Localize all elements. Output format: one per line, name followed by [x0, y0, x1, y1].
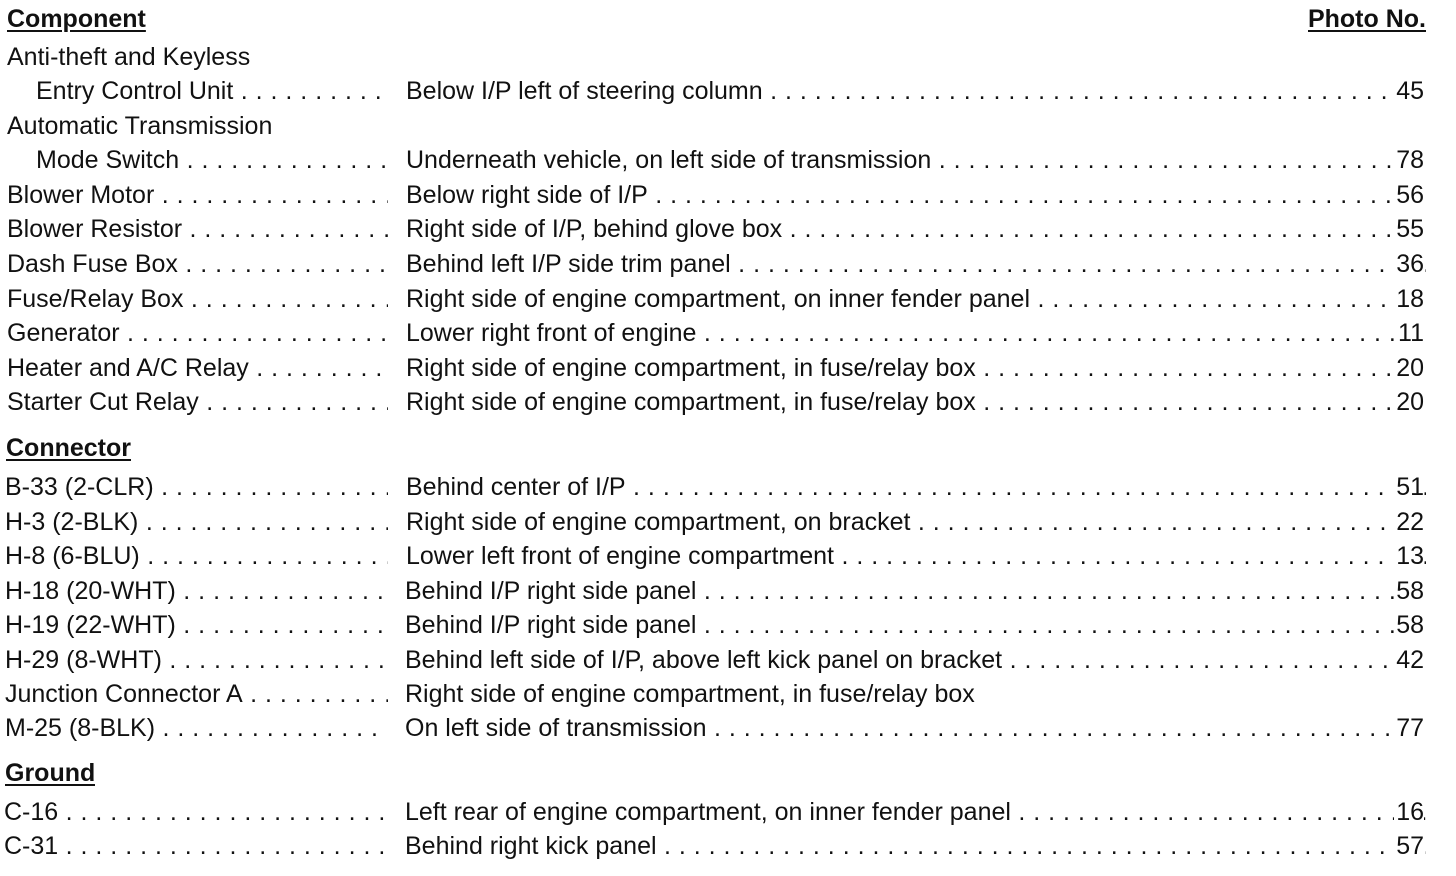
ground-location: Behind right kick panel . . .: [405, 829, 1426, 863]
component-heading: Component: [7, 5, 146, 33]
connector-name: Junction Connector A . . .: [5, 677, 388, 711]
component-name: Entry Control Unit . . .: [36, 74, 388, 108]
component-name: Dash Fuse Box . . .: [7, 247, 388, 281]
connector-row: [0, 643, 1456, 677]
component-name-line1: Anti-theft and Keyless: [7, 43, 251, 71]
connector-name: H-29 (8-WHT) . . .: [5, 643, 388, 677]
component-location: Right side of engine compartment, in fuse/relay box . . .: [406, 385, 1426, 419]
component-name: Blower Motor . . .: [7, 178, 388, 212]
photo-number: 51: [1394, 470, 1424, 504]
photo-number: 13: [1394, 539, 1424, 573]
photo-number: 22: [1394, 505, 1424, 539]
component-row: [0, 385, 1456, 419]
component-location: Below right side of I/P . . .: [406, 178, 1426, 212]
ground-name: C-31 . . .: [4, 829, 388, 863]
photo-number: 58: [1394, 574, 1424, 608]
photo-number: 20: [1394, 351, 1424, 385]
connector-location: Right side of engine compartment, in fuse/relay box: [405, 680, 975, 708]
photo-number: 16: [1394, 795, 1424, 829]
connector-location: Behind I/P right side panel . . .: [405, 608, 1426, 642]
photo-number: 56: [1394, 178, 1424, 212]
ground-name: C-16 . . .: [4, 795, 388, 829]
header-row: [0, 2, 1456, 36]
component-row: [0, 178, 1456, 212]
photo-number: 57: [1394, 829, 1424, 863]
connector-header-row: [0, 431, 1456, 465]
ground-heading: Ground: [5, 759, 96, 787]
component-location: Below I/P left of steering column . . .: [406, 74, 1426, 108]
component-name: Heater and A/C Relay . . .: [7, 351, 388, 385]
ground-row: [0, 795, 1456, 829]
ground-location: Left rear of engine compartment, on inner fender panel . . .: [405, 795, 1426, 829]
connector-row: [0, 505, 1456, 539]
connector-row: [0, 711, 1456, 745]
component-row: [0, 143, 1456, 177]
ground-header-row: [0, 756, 1456, 790]
component-location: Lower right front of engine . . .: [406, 316, 1426, 350]
component-name: Blower Resistor . . .: [7, 212, 388, 246]
connector-name: H-19 (22-WHT) . . .: [5, 608, 388, 642]
component-row: [0, 247, 1456, 281]
photo-number: 45: [1394, 74, 1424, 108]
component-name: Starter Cut Relay . . .: [7, 385, 388, 419]
component-row: [0, 316, 1456, 350]
component-location: Right side of engine compartment, on inner fender panel . . .: [406, 282, 1426, 316]
connector-name: H-18 (20-WHT) . . .: [5, 574, 388, 608]
component-name: Mode Switch . . .: [36, 143, 388, 177]
connector-name: M-25 (8-BLK) . . .: [5, 711, 388, 745]
ground-row: [0, 829, 1456, 863]
connector-location: Behind I/P right side panel . . .: [405, 574, 1426, 608]
connector-location: On left side of transmission . . .: [405, 711, 1426, 745]
component-location: Right side of engine compartment, in fuse/relay box . . .: [406, 351, 1426, 385]
component-row-wrap: [0, 109, 1456, 143]
photo-number: 42: [1394, 643, 1424, 677]
photo-number: 77: [1394, 711, 1424, 745]
photo-number: 55: [1394, 212, 1424, 246]
connector-heading: Connector: [6, 434, 131, 462]
connector-name: B-33 (2-CLR) . . .: [5, 470, 388, 504]
connector-row: [0, 470, 1456, 504]
connector-row: [0, 539, 1456, 573]
connector-location: Behind left side of I/P, above left kick panel on bracket . . .: [405, 643, 1426, 677]
component-row: [0, 351, 1456, 385]
connector-location: Right side of engine compartment, on bracket . . .: [406, 505, 1426, 539]
component-location: Underneath vehicle, on left side of transmission . . .: [406, 143, 1426, 177]
component-name: Fuse/Relay Box . . .: [7, 282, 388, 316]
component-row-wrap: [0, 40, 1456, 74]
component-name: Generator . . .: [7, 316, 388, 350]
photo-number: 78: [1394, 143, 1424, 177]
connector-name: H-3 (2-BLK) . . .: [5, 505, 388, 539]
photo-number: 18: [1394, 282, 1424, 316]
connector-name: H-8 (6-BLU) . . .: [5, 539, 388, 573]
component-location: Behind left I/P side trim panel . . .: [406, 247, 1426, 281]
connector-location: Lower left front of engine compartment . . .: [406, 539, 1426, 573]
photo-no-heading: Photo No.: [1307, 5, 1426, 33]
connector-row: [0, 574, 1456, 608]
photo-number: 36: [1394, 247, 1424, 281]
photo-number: 58: [1394, 608, 1424, 642]
component-row: [0, 74, 1456, 108]
photo-number: 20: [1394, 385, 1424, 419]
connector-row: [0, 608, 1456, 642]
component-row: [0, 212, 1456, 246]
connector-row: [0, 677, 1456, 711]
photo-number: 11: [1396, 316, 1424, 350]
component-name-line1: Automatic Transmission: [7, 112, 273, 140]
component-location: Right side of I/P, behind glove box . . .: [406, 212, 1426, 246]
component-row: [0, 282, 1456, 316]
connector-location: Behind center of I/P . . .: [406, 470, 1426, 504]
